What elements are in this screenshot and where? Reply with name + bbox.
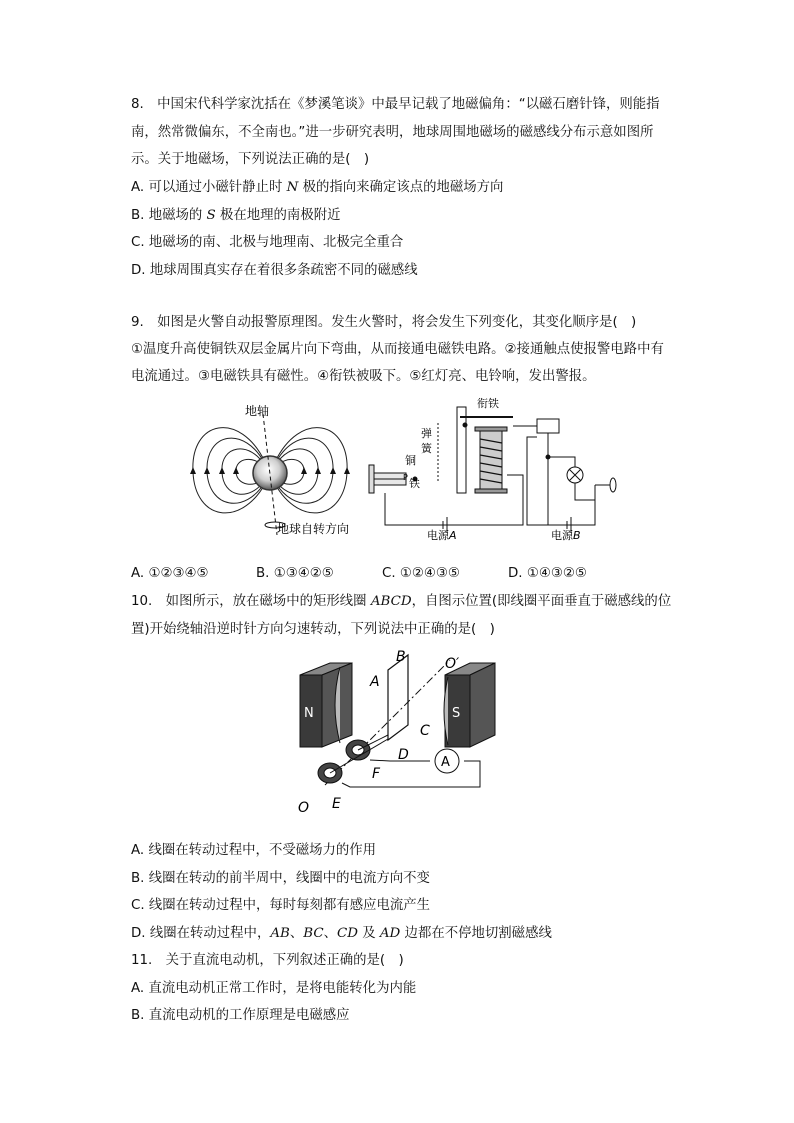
q11-option-a: A. 直流电动机正常工作时，是将电能转化为内能 bbox=[131, 981, 417, 996]
q8-stem-line-1: 8. 中国宋代科学家沈括在《梦溪笔谈》中最早记载了地磁偏角：“以磁石磨针锋，则能指 bbox=[131, 97, 660, 112]
q11-option-b: B. 直流电动机的工作原理是电磁感应 bbox=[131, 1008, 350, 1023]
fire-alarm-circuit-figure bbox=[365, 395, 625, 545]
q10-option-d-cd: CD bbox=[336, 926, 358, 941]
q8-option-d: D. 地球周围真实存在着很多条疏密不同的磁感线 bbox=[131, 263, 418, 278]
q8-option-b bbox=[131, 207, 341, 225]
q8-option-b-pre: B. 地磁场的 bbox=[131, 208, 207, 223]
iron-label: 铁 bbox=[409, 477, 420, 490]
f-label: F bbox=[372, 766, 381, 782]
s-label: S bbox=[452, 706, 461, 721]
q8-option-a-post: 极的指向来确定该点的地磁场方向 bbox=[298, 180, 504, 195]
b-label: B bbox=[396, 649, 406, 665]
q8-option-a-pre: A. 可以通过小磁针静止时 bbox=[131, 180, 287, 195]
o-label: O bbox=[298, 800, 310, 816]
q10-option-b: B. 线圈在转动的前半周中，线圈中的电流方向不变 bbox=[131, 871, 430, 886]
q9-option-b: B. ①③④②⑤ bbox=[256, 566, 334, 581]
q8-stem-line-3: 示。关于地磁场，下列说法正确的是( ) bbox=[131, 152, 370, 167]
q8-option-b-post: 极在地理的南极附近 bbox=[215, 208, 341, 223]
bell bbox=[610, 478, 616, 492]
axis-label: 地轴 bbox=[245, 404, 270, 418]
q9-stem-line-2: ①温度升高使铜铁双层金属片向下弯曲，从而接通电磁铁电路。②接通触点使报警电路中有 bbox=[131, 342, 664, 357]
bimetal-mount bbox=[369, 465, 374, 493]
q9-options bbox=[131, 566, 731, 584]
generator-figure bbox=[290, 645, 500, 815]
q9-option-c: C. ①②④③⑤ bbox=[382, 566, 460, 581]
c-label: C bbox=[420, 723, 430, 739]
n-label: N bbox=[304, 706, 314, 721]
q8-option-a-var: N bbox=[286, 180, 299, 195]
q10-option-d-pre: D. 线圈在转动过程中， bbox=[131, 926, 271, 941]
bell-box bbox=[537, 419, 559, 433]
q10-stem-var: ABCD bbox=[370, 594, 412, 609]
q10-option-d-ad: AD bbox=[379, 926, 401, 941]
q8-stem-line-2: 南，然常微偏东，不全南也。”进一步研究表明，地球周围地磁场的磁感线分布示意如图所 bbox=[131, 125, 654, 140]
q10-option-d-bc: BC bbox=[303, 926, 324, 941]
q10-option-d-and: 及 bbox=[357, 926, 380, 941]
q10-stem-line-2: 置)开始绕轴沿逆时针方向匀速转动，下列说法中正确的是( ) bbox=[131, 622, 495, 637]
q10-option-d bbox=[131, 925, 552, 943]
spring-label-1: 弹 bbox=[421, 427, 432, 440]
q9-stem-line-3: 电流通过。③电磁铁具有磁性。④衔铁被吸下。⑤红灯亮、电铃响，发出警报。 bbox=[131, 369, 596, 384]
d-label: D bbox=[398, 747, 409, 763]
source-a-label: 电源A bbox=[427, 529, 457, 542]
q8-option-b-var: S bbox=[206, 208, 216, 223]
q10-stem-pre: 10. 如图所示，放在磁场中的矩形线圈 bbox=[131, 594, 371, 609]
q10-option-a: A. 线圈在转动过程中，不受磁场力的作用 bbox=[131, 843, 377, 858]
q10-option-d-sep1: 、 bbox=[289, 926, 304, 941]
q10-option-c: C. 线圈在转动过程中，每时每刻都有感应电流产生 bbox=[131, 898, 431, 913]
q10-option-d-ab: AB bbox=[270, 926, 290, 941]
e-label: E bbox=[332, 796, 341, 812]
p-label: P bbox=[403, 473, 408, 482]
earth-magnetic-field-figure bbox=[185, 400, 360, 545]
coil-abcd bbox=[388, 655, 408, 740]
north-magnet bbox=[300, 663, 352, 747]
ammeter-label: A bbox=[441, 755, 450, 770]
q9-option-a: A. ①②③④⑤ bbox=[131, 566, 209, 581]
spring-label-2: 簧 bbox=[421, 442, 432, 455]
q10-option-d-sep2: 、 bbox=[323, 926, 337, 941]
q8-option-a bbox=[131, 179, 503, 197]
q10-stem-post: ，自图示位置(即线圈平面垂直于磁感线的位 bbox=[411, 594, 672, 609]
q9-option-d: D. ①④③②⑤ bbox=[508, 566, 587, 581]
south-magnet bbox=[444, 663, 495, 747]
a-label: A bbox=[370, 674, 380, 690]
q9-stem-line-1: 9. 如图是火警自动报警原理图。发生火警时，将会发生下列变化，其变化顺序是( ) bbox=[131, 315, 637, 330]
rotation-label: 地球自转方向 bbox=[277, 522, 350, 536]
q11-stem: 11. 关于直流电动机，下列叙述正确的是( ) bbox=[131, 953, 404, 968]
q8-option-c: C. 地磁场的南、北极与地理南、北极完全重合 bbox=[131, 235, 404, 250]
electromagnet-core bbox=[480, 429, 502, 491]
armature-label: 衔铁 bbox=[477, 397, 499, 410]
q10-option-d-post: 边都在不停地切割磁感线 bbox=[400, 926, 552, 941]
q10-stem-line-1 bbox=[131, 593, 671, 611]
spring-post bbox=[457, 407, 466, 493]
copper-label: 铜 bbox=[405, 454, 416, 467]
o-prime-label: O′ bbox=[445, 656, 460, 672]
brush-e-wire bbox=[342, 761, 480, 787]
source-b-label: 电源B bbox=[551, 529, 581, 542]
